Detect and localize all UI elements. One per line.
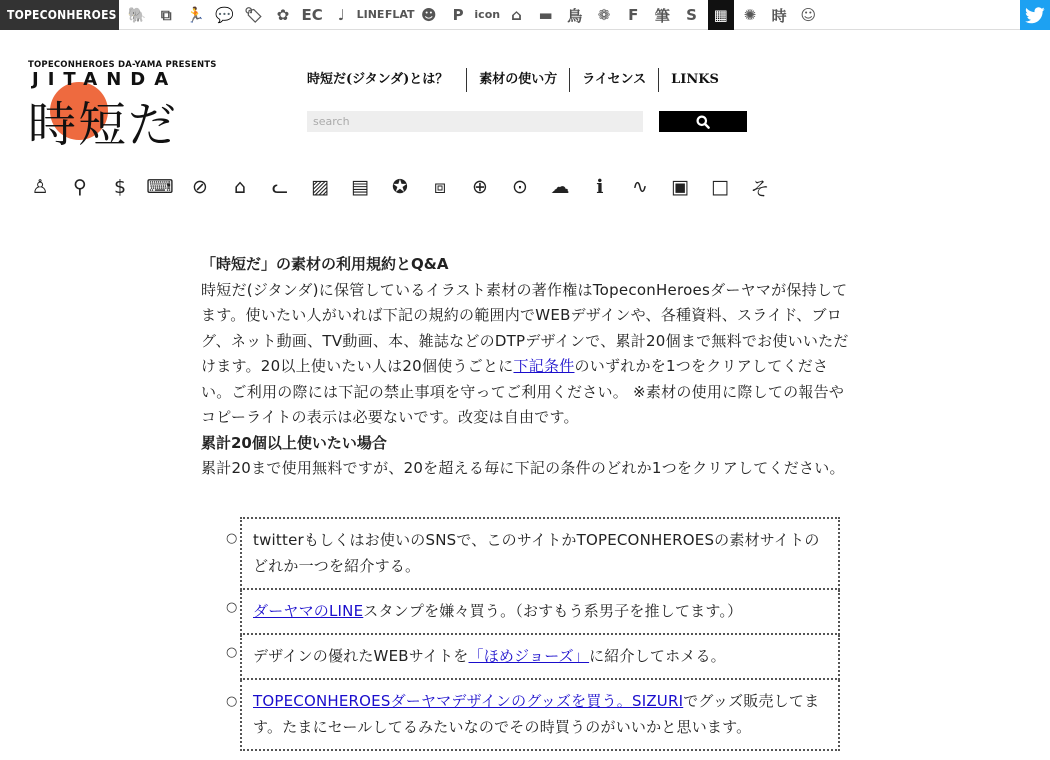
twitter-icon <box>1025 7 1045 24</box>
avatar-icon[interactable]: ☺ <box>800 6 817 24</box>
home-icon[interactable]: ⌂ <box>233 176 247 198</box>
cloud-icon[interactable]: ☁ <box>550 176 570 198</box>
list-bullet: ○ <box>226 600 238 615</box>
pill-icon[interactable]: ⊘ <box>192 176 208 198</box>
document-icon[interactable]: ▤ <box>351 176 369 198</box>
f-icon[interactable]: F <box>628 6 639 24</box>
s-icon[interactable]: S <box>686 6 697 24</box>
brush-kanji-icon[interactable]: 筆 <box>654 6 670 25</box>
basketball-icon[interactable]: ⊕ <box>472 176 488 198</box>
necktie-icon[interactable]: ⚲ <box>73 176 87 198</box>
logo-kanji-text: 時短だ <box>28 97 179 153</box>
person-icon[interactable]: ♙ <box>31 176 49 198</box>
brand-tab[interactable]: TOPECONHEROES <box>0 0 119 30</box>
list-item <box>226 635 840 680</box>
gear-flower-icon[interactable]: ❁ <box>597 6 611 24</box>
condition-text: でグッズ販売してます。たまにセールしてるみたいなのでその時買うのがいいかと思います。 <box>253 692 820 736</box>
condition-box <box>240 680 840 751</box>
condition-text: デザインの優れたWEBサイトを <box>253 647 469 665</box>
line-stamp-link[interactable]: ダーヤマのLINE <box>253 602 364 620</box>
flat-icon[interactable]: FLAT <box>384 8 415 21</box>
section-paragraph: 累計20まで使用無料ですが、20を超える毎に下記の条件のどれか1つをクリアしてください。 <box>201 459 845 477</box>
section-title: 累計20個以上使いたい場合 <box>201 433 387 452</box>
list-bullet: ○ <box>226 645 238 660</box>
ec-icon[interactable]: EC <box>301 6 323 24</box>
condition-text: twitterもしくはお使いのSNSで、このサイトかTOPECONHEROESの素材サイトのどれか一つを紹介する。 <box>253 531 820 575</box>
homejaws-link[interactable]: 「ほめジョーズ」 <box>468 647 590 665</box>
logo-tagline: TOPECONHEROES DA-YAMA PRESENTS <box>28 60 217 70</box>
cat-icon[interactable]: ᓚ <box>271 176 289 198</box>
line-icon[interactable]: LINE <box>356 8 385 21</box>
search-input[interactable] <box>307 111 643 132</box>
route-icon[interactable]: ∿ <box>632 176 648 198</box>
intro-text-2: のいずれかを1つをクリアしてください。ご利用の際には下記の禁止事項を守ってご利用ください。 ※素材の使用に際しての報告やコピーライトの表示は必要ないです。改変は自由です。 <box>201 357 845 426</box>
list-item <box>226 517 840 590</box>
main-nav <box>305 68 731 92</box>
image-icon[interactable]: ▨ <box>311 176 329 198</box>
page-title: 「時短だ」の素材の利用規約とQ&A <box>201 255 449 273</box>
condition-box <box>240 517 840 590</box>
site-icon-row <box>124 0 825 30</box>
elephant-icon[interactable]: 🐘 <box>127 6 147 24</box>
search-button[interactable] <box>659 111 747 132</box>
main-content <box>201 252 851 482</box>
bird-kanji-icon[interactable]: 鳥 <box>567 6 583 25</box>
goods-link[interactable]: TOPECONHEROESダーヤマデザインのグッズを買う。SIZURI <box>253 692 684 710</box>
map-pin-icon[interactable]: ⊙ <box>512 176 528 198</box>
conditions-link[interactable]: 下記条件 <box>513 357 575 375</box>
search-icon <box>696 115 710 129</box>
time-kanji-icon[interactable]: 時 <box>771 6 787 25</box>
square-icon[interactable]: □ <box>711 176 729 198</box>
nav-item-usage[interactable]: 素材の使い方 <box>466 68 569 92</box>
nav-item-links[interactable]: LINKS <box>658 68 731 92</box>
flower-icon[interactable]: ✿ <box>276 6 290 24</box>
dollar-icon[interactable]: $ <box>113 176 127 198</box>
building-icon[interactable]: ⌂ <box>511 6 522 24</box>
condition-text: スタンプを嫌々買う。（おすもう系男子を推してます。） <box>363 602 743 620</box>
nav-item-about[interactable]: 時短だ(ジタンダ)とは？ <box>307 72 449 87</box>
copy-icon[interactable]: ⧉ <box>160 6 172 24</box>
bed-icon[interactable]: ▬ <box>538 6 553 24</box>
runner-icon[interactable]: 🏃 <box>186 6 205 24</box>
face-icon[interactable]: ☻ <box>421 6 437 24</box>
category-icon-row <box>28 175 788 199</box>
music-note-icon[interactable]: ♩ <box>337 6 345 24</box>
intro-text-1: 時短だ(ジタンダ)に保管しているイラスト素材の著作権はTopeconHeroesダーヤマが保持してます。使いたい人がいれば下記の規約の範囲内でWEBデザインや、各種資料、スライド、ブログ、ネット動画、TV動画、本、雑誌などのDTPデザインで、累計20個まで無料でお使いいただけます。20以上使いたい人は20個使うごとに <box>201 280 849 375</box>
grid-icon[interactable]: ▦ <box>708 0 734 30</box>
other-icon[interactable]: そ <box>750 177 770 200</box>
icon-icon[interactable]: icon <box>474 8 501 21</box>
list-bullet: ○ <box>226 694 238 709</box>
site-logo[interactable] <box>28 60 228 153</box>
site-bar <box>0 0 1050 30</box>
list-item <box>226 590 840 635</box>
condition-text: に紹介してホメる。 <box>589 647 726 665</box>
laptop-icon[interactable]: ⌨ <box>146 176 174 198</box>
condition-box <box>240 635 840 680</box>
conditions-list <box>226 517 840 751</box>
tag-icon[interactable]: 🏷 <box>244 6 264 24</box>
frame-icon[interactable]: ▣ <box>671 176 689 198</box>
parking-icon[interactable]: P <box>452 6 464 24</box>
list-bullet: ○ <box>226 531 238 546</box>
nav-item-license[interactable]: ライセンス <box>569 68 658 92</box>
chat-icon[interactable]: 💬 <box>215 6 234 24</box>
list-item <box>226 680 840 751</box>
info-icon[interactable]: ℹ <box>596 176 604 198</box>
ticket-icon[interactable]: ⧈ <box>433 176 447 198</box>
burst-icon[interactable]: ✺ <box>743 6 757 24</box>
twitter-button[interactable] <box>1020 0 1050 30</box>
intro-paragraph <box>201 278 851 431</box>
logo-latin-text: JITANDA <box>32 69 178 90</box>
medal-icon[interactable]: ✪ <box>392 176 408 198</box>
condition-box <box>240 590 840 635</box>
